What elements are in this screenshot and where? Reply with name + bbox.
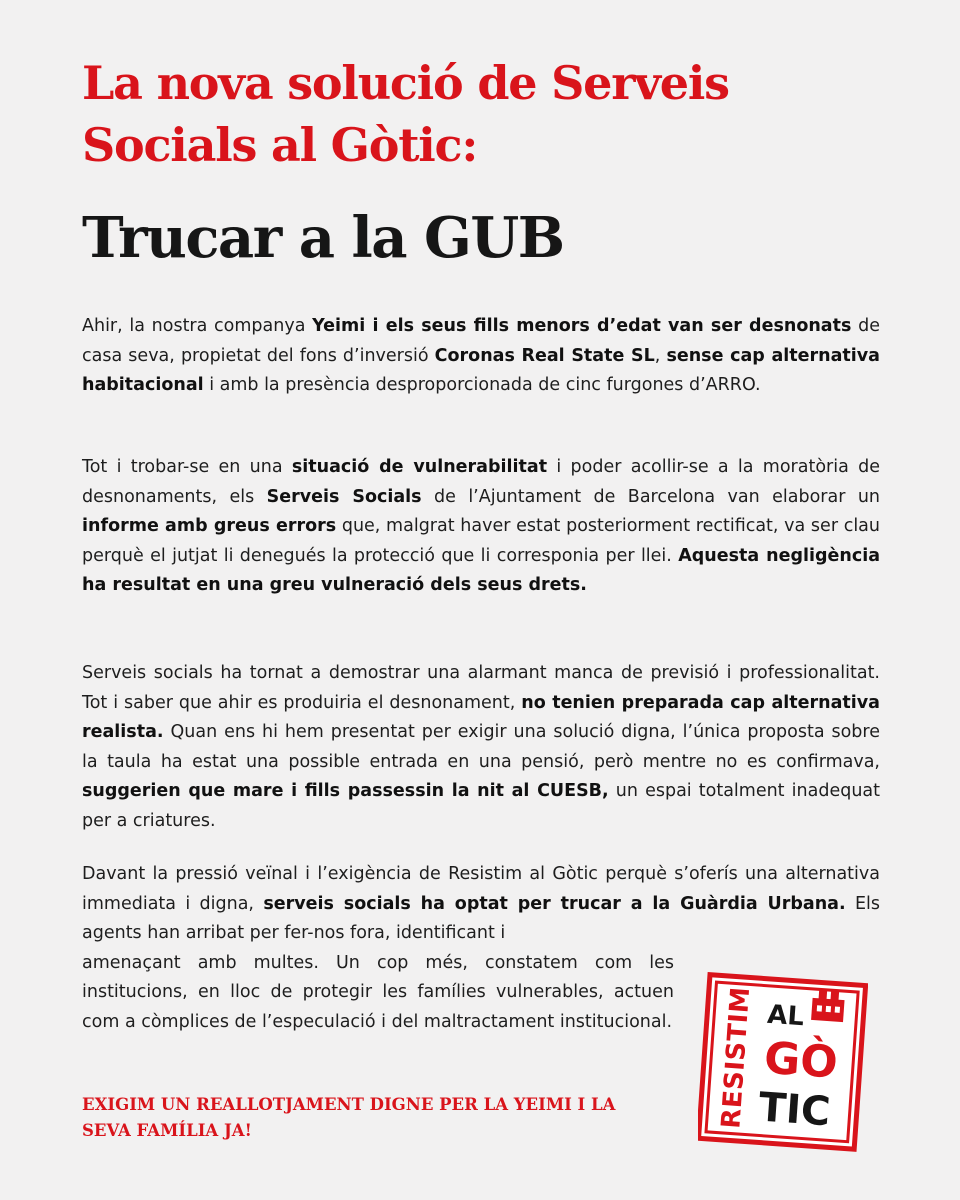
bold-text-run: situació de vulnerabilitat: [291, 457, 548, 477]
text-run: Davant la pressió veïnal i l’exigència de Resistim al Gòtic perquè s’oferís una alternativa immediata i digna,: [82, 864, 880, 914]
bold-text-run: informe amb greus errors: [82, 516, 337, 536]
paragraph-4-narrow: [82, 949, 674, 1038]
resistim-al-gotic-logo: [698, 972, 868, 1154]
bold-text-run: Yeimi i els seus fills menors d’edat van ser desnonats: [312, 316, 852, 336]
paragraph-3: [82, 659, 880, 836]
text-run: i amb la presència desproporcionada de cinc furgones d’ARRO.: [203, 375, 761, 395]
paragraph-2: [82, 453, 880, 601]
demand-callout: EXIGIM UN REALLOTJAMENT DIGNE PER LA YEIMI I LA SEVA FAMÍLIA JA!: [82, 1095, 616, 1140]
paragraph-1: [82, 312, 880, 401]
bold-text-run: serveis socials ha optat per trucar a la Guàrdia Urbana.: [263, 893, 846, 914]
text-run: Serveis socials ha tornat a demostrar una alarmant manca de previsió i professionalitat. Tot i saber que ahir es produiria el desnonament,: [82, 663, 880, 713]
bold-text-run: sense cap alternativa habitacional: [82, 345, 880, 395]
text-run: de l’Ajuntament de Barcelona van elaborar un: [421, 486, 880, 507]
text-run: Tot i trobar-se en una: [82, 457, 292, 477]
bold-text-run: suggerien que mare i fills passessin la nit al CUESB,: [82, 781, 609, 801]
bold-text-run: Coronas Real State SL: [434, 345, 655, 366]
text-run: que, malgrat haver estat posteriorment rectificat, va ser clau perquè el jutjat li denegués la protecció que li corresponia per llei.: [82, 516, 881, 566]
logo-word-al: AL: [766, 999, 805, 1033]
logo-word-resistim: RESISTIM: [716, 985, 757, 1130]
text-run: ,: [654, 345, 667, 366]
text-run: i poder acollir-se a la moratòria de desnonaments, els: [82, 457, 880, 507]
text-run: de casa seva, propietat del fons d’inversió: [82, 316, 880, 366]
bold-text-run: no tenien preparada cap alternativa realista.: [82, 692, 880, 742]
text-run: Els agents han arribat per fer-nos fora, identificant i: [82, 893, 880, 943]
bold-text-run: Serveis Socials: [266, 486, 422, 507]
text-run: Ahir, la nostra companya: [82, 316, 313, 336]
logo-word-go: GÒ: [762, 1032, 840, 1089]
paragraph-4-wide: [82, 864, 880, 943]
headline-red: La nova solució de Serveis Socials al Gòtic:: [82, 56, 729, 172]
text-run: amenaçant amb multes. Un cop més, constatem com les institucions, en lloc de protegir les famílies vulnerables, actuen com a còmplices de l’especulació i del maltractament institucional.: [82, 952, 674, 1032]
text-run: un espai totalment inadequat per a criatures.: [82, 781, 880, 831]
headline-black: Trucar a la GUB: [82, 205, 564, 271]
bold-text-run: Aquesta negligència ha resultat en una greu vulneració dels seus drets.: [82, 545, 881, 595]
logo-word-tic: TIC: [757, 1084, 832, 1136]
text-run: Quan ens hi hem presentat per exigir una solució digna, l’única proposta sobre la taula ha estat una possible entrada en una pensió, però mentre no es confirmava,: [82, 722, 880, 772]
